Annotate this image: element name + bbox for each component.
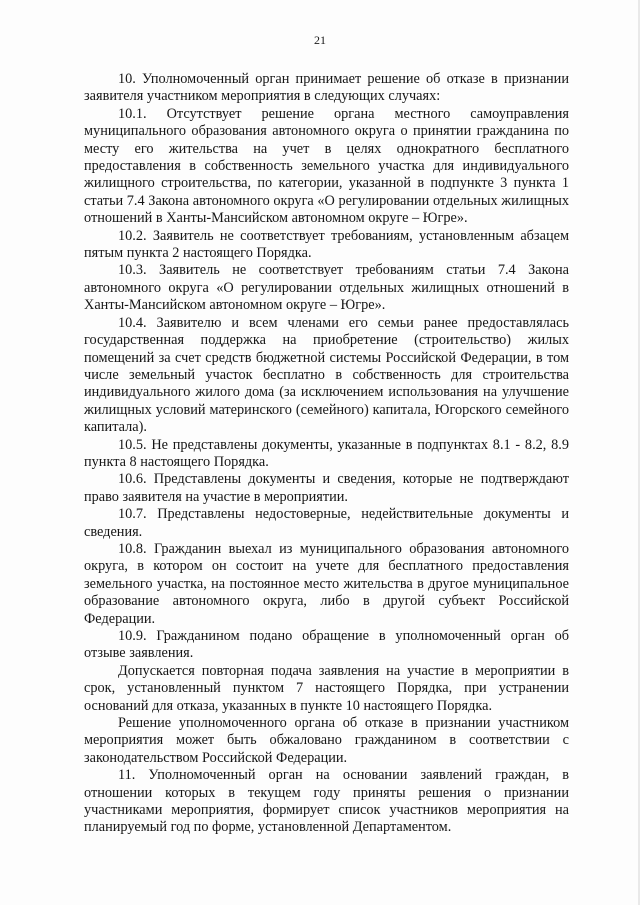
paragraph-10: 10. Уполномоченный орган принимает решение об отказе в признании заявителя участником мероприятия в следующих случаях: (84, 71, 569, 105)
paragraph-10-2: 10.2. Заявитель не соответствует требованиям, установленным абзацем пятым пункта 2 настоящего Порядка. (84, 227, 569, 262)
paragraph-appeal: Решение уполномоченного органа об отказе в признании участником мероприятия может быть обжаловано гражданином в соответствии с законодательством Российской Федерации. (84, 715, 569, 766)
paragraph-10-4: 10.4. Заявителю и всем членами его семьи ранее предоставлялась государственная поддержка на приобретение (строительство) жилых помещений за счет средств бюджетной системы Российской Федерации, в том числе земельный участок бесплатно в собственность для строительства индивидуального жилого дома (за исключением использования на улучшение жилищных условий материнского (семейного) капитала, Югорского семейного капитала). (84, 314, 569, 436)
paragraph-10-9: 10.9. Гражданином подано обращение в уполномоченный орган об отзыве заявления. (84, 628, 569, 662)
paragraph-resubmission: Допускается повторная подача заявления на участие в мероприятии в срок, установленный пунктом 7 настоящего Порядка, при устранении оснований для отказа, указанных в пункте 10 настоящего Порядка. (84, 662, 569, 714)
paragraph-10-1: 10.1. Отсутствует решение органа местного самоуправления муниципального образования автономного округа о принятии гражданина по месту его жительства на учет в целях однократного бесплатного предоставления в собственность земельного участка для индивидуального жилищного строительства, по категории, указанной в подпункте 3 пункта 1 статьи 7.4 Закона автономного округа «О регулировании отдельных жилищных отношений в Ханты-Мансийском автономном округе – Югре». (84, 105, 569, 227)
document-body (84, 71, 569, 837)
paragraph-10-7: 10.7. Представлены недостоверные, недействительные документы и сведения. (84, 506, 569, 540)
paragraph-10-6: 10.6. Представлены документы и сведения, которые не подтверждают право заявителя на участие в мероприятии. (84, 471, 569, 505)
paragraph-10-8: 10.8. Гражданин выехал из муниципального образования автономного округа, в котором он состоит на учете для бесплатного предоставления земельного участка, на постоянное место жительства в другое муниципальное образование автономного округа, либо в другой субъект Российской Федерации. (84, 540, 569, 627)
paragraph-11: 11. Уполномоченный орган на основании заявлений граждан, в отношении которых в текущем году приняты решения о признании участниками мероприятия, формирует список участников мероприятия на планируемый год по форме, установленной Департаментом. (84, 767, 569, 836)
paragraph-10-3: 10.3. Заявитель не соответствует требованиям статьи 7.4 Закона автономного округа «О регулировании отдельных жилищных отношений в Ханты-Мансийском автономном округе – Югре». (84, 262, 569, 314)
paragraph-10-5: 10.5. Не представлены документы, указанные в подпунктах 8.1 - 8.2, 8.9 пункта 8 настоящего Порядка. (84, 436, 569, 470)
page-number: 21 (314, 33, 326, 47)
